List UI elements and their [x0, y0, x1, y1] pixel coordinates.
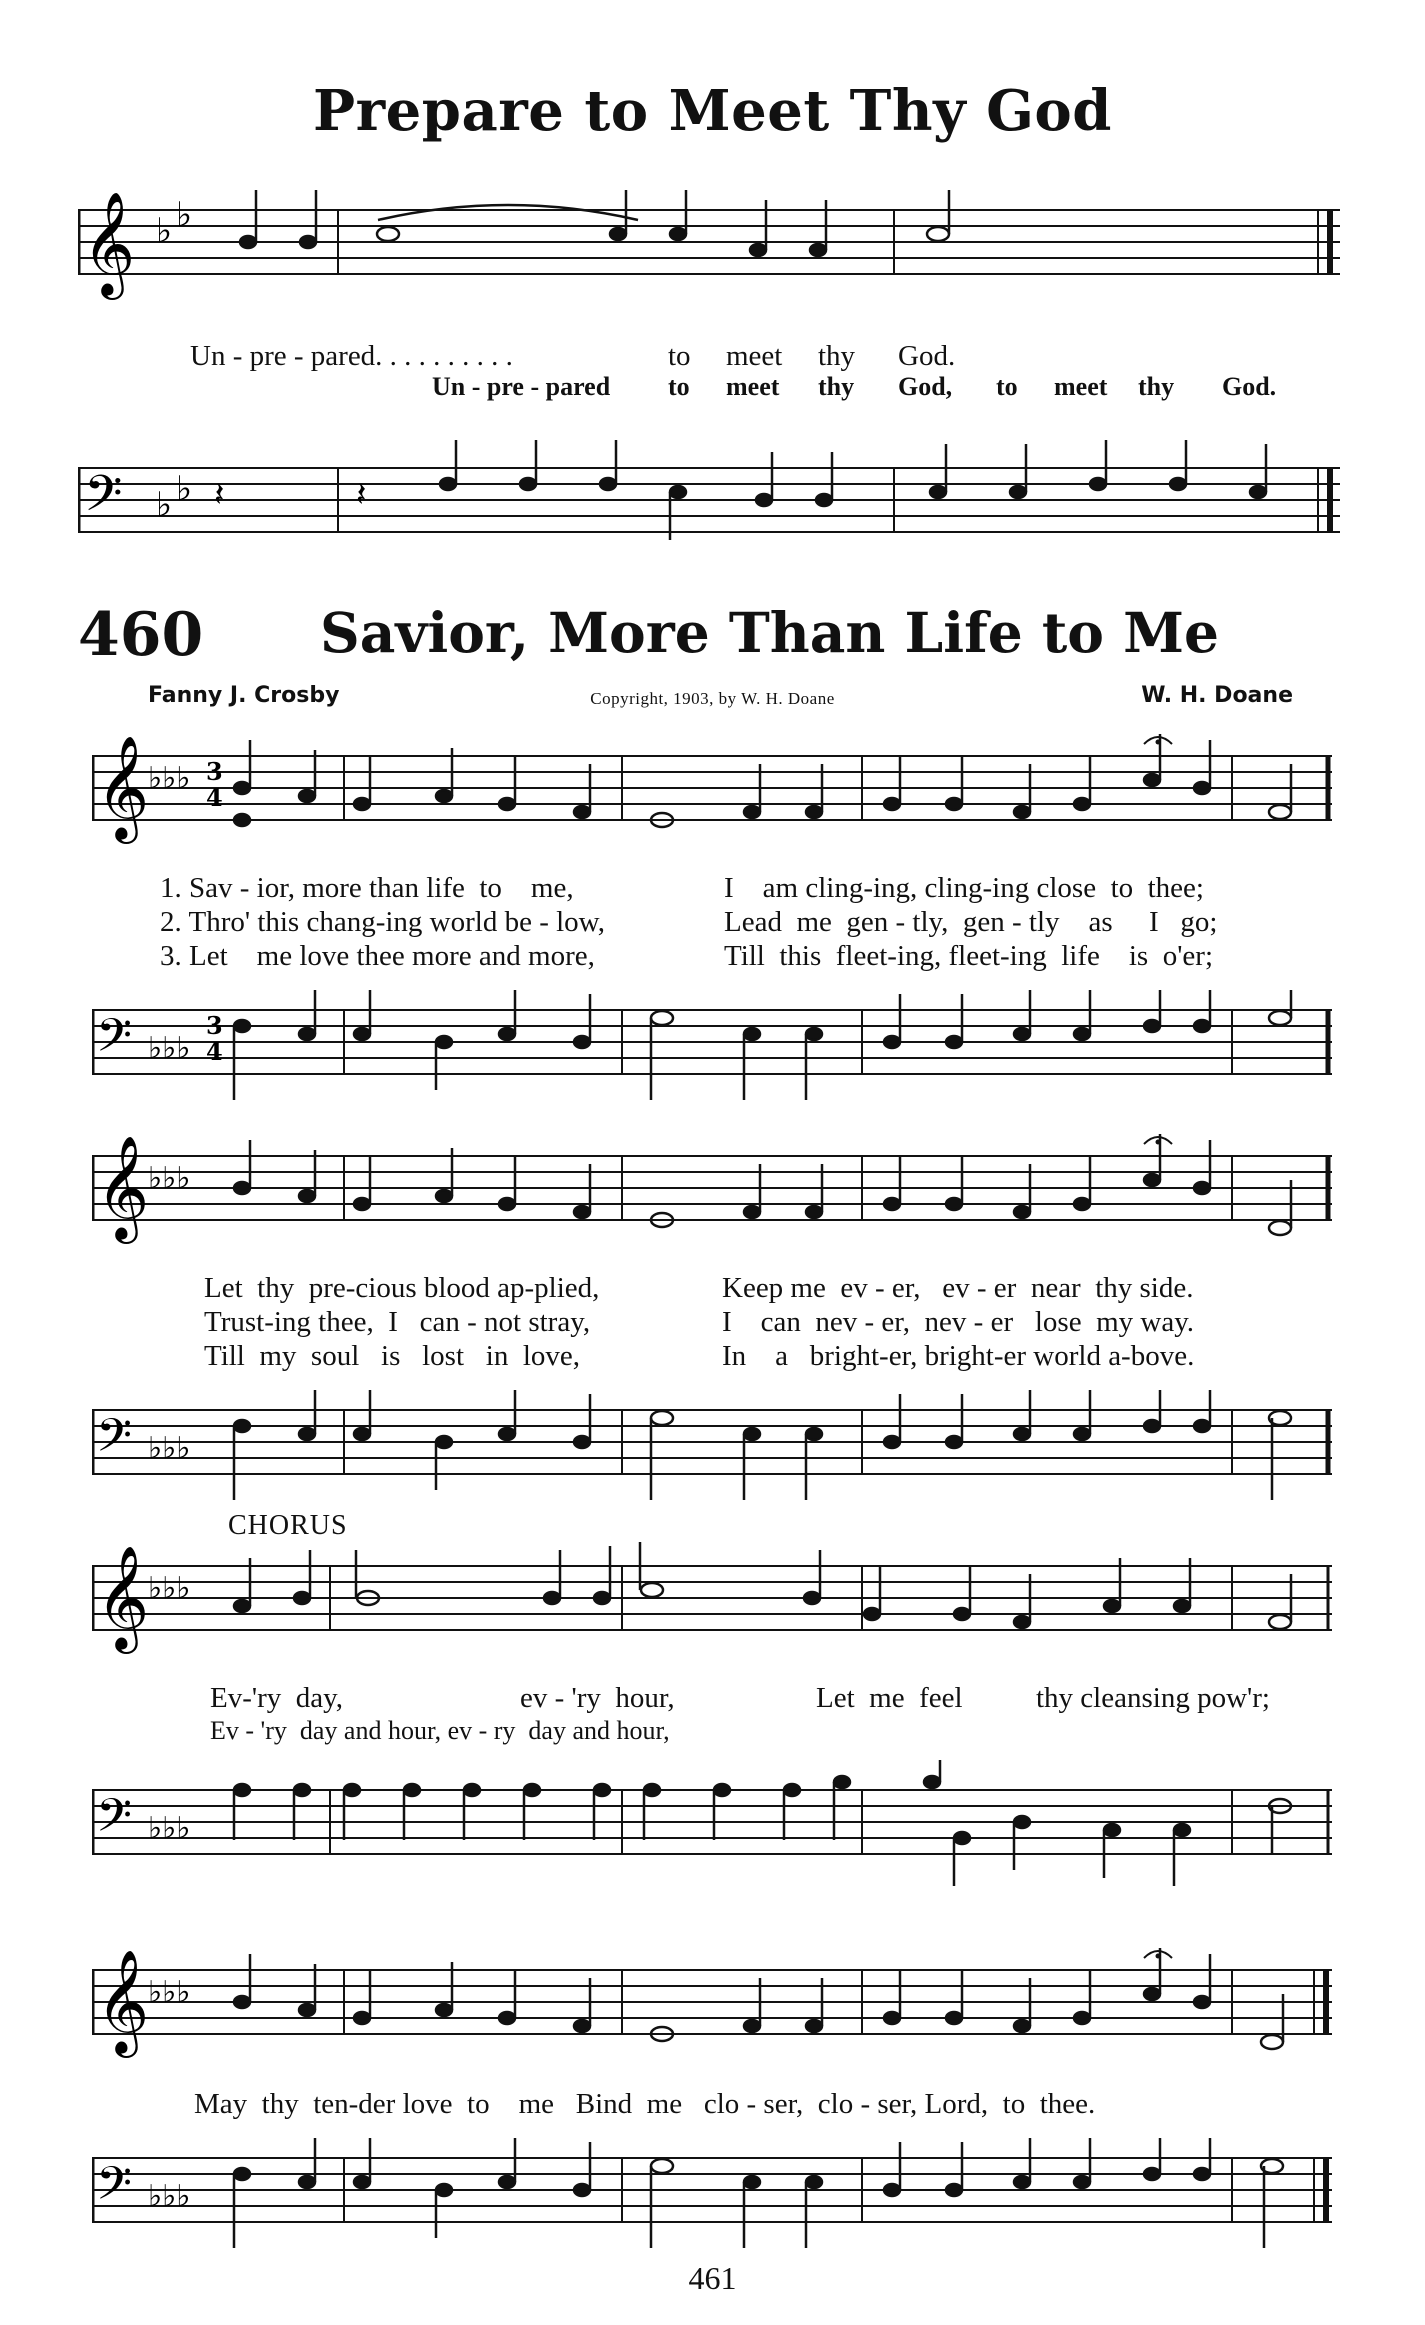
- svg-text:♭: ♭: [176, 195, 193, 235]
- staff-top-bass: [78, 440, 1358, 570]
- final-text: May thy ten-der love to me Bind me clo - ser, clo - ser, Lord, to thee.: [194, 2088, 1096, 2120]
- hymn-title: Savior, More Than Life to Me: [320, 600, 1220, 665]
- svg-text:𝄢: 𝄢: [84, 465, 123, 535]
- svg-text:𝄢: 𝄢: [96, 2157, 133, 2222]
- svg-text:♭♭♭: ♭♭♭: [148, 1975, 191, 2010]
- staff-final-bass: [92, 2138, 1342, 2258]
- staff-final-treble: [92, 1944, 1342, 2074]
- verse-text: I can nev - er, nev - er lose my way.: [722, 1306, 1195, 1338]
- svg-text:4: 4: [206, 783, 223, 812]
- staff-system1-bass: [92, 990, 1342, 1110]
- verse-text: Till this fleet-ing, fleet-ing life is o'er;: [724, 940, 1214, 972]
- lyric-syllable: Un - pre - pared: [432, 372, 611, 401]
- verse-text: Lead me gen - tly, gen - tly as I go;: [724, 906, 1218, 938]
- svg-text:♭♭♭: ♭♭♭: [148, 1161, 191, 1196]
- lyric-syllable: to: [668, 372, 690, 401]
- verse-text: 1. Sav - ior, more than life to me,: [160, 872, 574, 904]
- staff-system2-treble: [92, 1130, 1342, 1260]
- copyright-notice: Copyright, 1903, by W. H. Doane: [590, 689, 835, 708]
- verse-text: 3. Let me love thee more and more,: [160, 940, 595, 972]
- lyric-syllable: meet: [1054, 372, 1108, 401]
- svg-text:♭♭♭: ♭♭♭: [148, 761, 191, 796]
- lyric-syllable: Un - pre - pared. . . . . . . . . .: [190, 340, 513, 372]
- staff-chorus-bass: [92, 1760, 1342, 1890]
- verse-text: Till my soul is lost in love,: [204, 1340, 580, 1372]
- svg-text:𝄽: 𝄽: [356, 475, 367, 515]
- svg-text:♭♭♭: ♭♭♭: [148, 1571, 191, 1606]
- staff-chorus-treble: [92, 1540, 1342, 1670]
- lyric-syllable: thy: [1138, 372, 1175, 401]
- svg-text:♭♭♭: ♭♭♭: [148, 1031, 191, 1066]
- staff-system1-treble: [92, 730, 1342, 860]
- lyric-syllable: to: [668, 340, 691, 372]
- chorus-label: CHORUS: [228, 1510, 348, 1541]
- hymn-title-prepare: Prepare to Meet Thy God: [313, 78, 1112, 144]
- svg-text:♭: ♭: [176, 469, 193, 509]
- hymn-composer: W. H. Doane: [1141, 683, 1293, 708]
- hymn-number: 460: [78, 600, 204, 670]
- svg-text:𝄢: 𝄢: [96, 1789, 133, 1854]
- svg-text:𝄢: 𝄢: [96, 1009, 133, 1074]
- lyric-syllable: thy: [818, 372, 855, 401]
- chorus-text: thy cleansing pow'r;: [1036, 1682, 1270, 1714]
- lyric-syllable: God,: [898, 372, 953, 401]
- svg-text:3: 3: [206, 757, 223, 786]
- verse-text: 2. Thro' this chang-ing world be - low,: [160, 906, 605, 938]
- svg-text:𝄞: 𝄞: [82, 191, 136, 296]
- lyric-syllable: to: [996, 372, 1018, 401]
- lyric-syllable: God.: [1222, 372, 1277, 401]
- svg-text:𝄞: 𝄞: [96, 735, 150, 840]
- lyric-syllable: thy: [818, 340, 856, 372]
- lyric-syllable: meet: [726, 372, 780, 401]
- hymn-author: Fanny J. Crosby: [148, 683, 340, 708]
- svg-text:𝄢: 𝄢: [96, 1409, 133, 1474]
- chorus-text: Ev-'ry day,: [210, 1682, 343, 1714]
- verse-text: Let thy pre-cious blood ap-plied,: [204, 1272, 600, 1304]
- staff-top-treble: [78, 190, 1358, 320]
- chorus-text: ev - 'ry hour,: [520, 1682, 675, 1714]
- page-number: 461: [688, 2260, 737, 2296]
- svg-text:♭♭♭: ♭♭♭: [148, 1811, 191, 1846]
- svg-text:𝄞: 𝄞: [96, 1135, 150, 1240]
- svg-text:♭♭♭: ♭♭♭: [148, 1431, 191, 1466]
- svg-text:♭♭♭: ♭♭♭: [148, 2179, 191, 2214]
- lyric-syllable: meet: [726, 340, 783, 372]
- svg-text:4: 4: [206, 1037, 223, 1066]
- verse-text: In a bright-er, bright-er world a-bove.: [722, 1340, 1195, 1372]
- verse-text: I am cling-ing, cling-ing close to thee;: [724, 872, 1204, 904]
- svg-text:♭: ♭: [156, 211, 173, 251]
- verse-text: Trust-ing thee, I can - not stray,: [204, 1306, 591, 1338]
- svg-text:♭: ♭: [156, 485, 173, 525]
- svg-text:𝄞: 𝄞: [96, 1545, 150, 1650]
- verse-text: Keep me ev - er, ev - er near thy side.: [722, 1272, 1194, 1304]
- svg-text:𝄽: 𝄽: [214, 475, 225, 515]
- chorus-text: Let me feel: [816, 1682, 963, 1714]
- lyric-syllable: God.: [898, 340, 956, 372]
- svg-text:3: 3: [206, 1011, 223, 1040]
- chorus-echo-text: Ev - 'ry day and hour, ev - ry day and hour,: [210, 1716, 670, 1745]
- svg-text:𝄞: 𝄞: [96, 1949, 150, 2054]
- staff-system2-bass: [92, 1390, 1342, 1510]
